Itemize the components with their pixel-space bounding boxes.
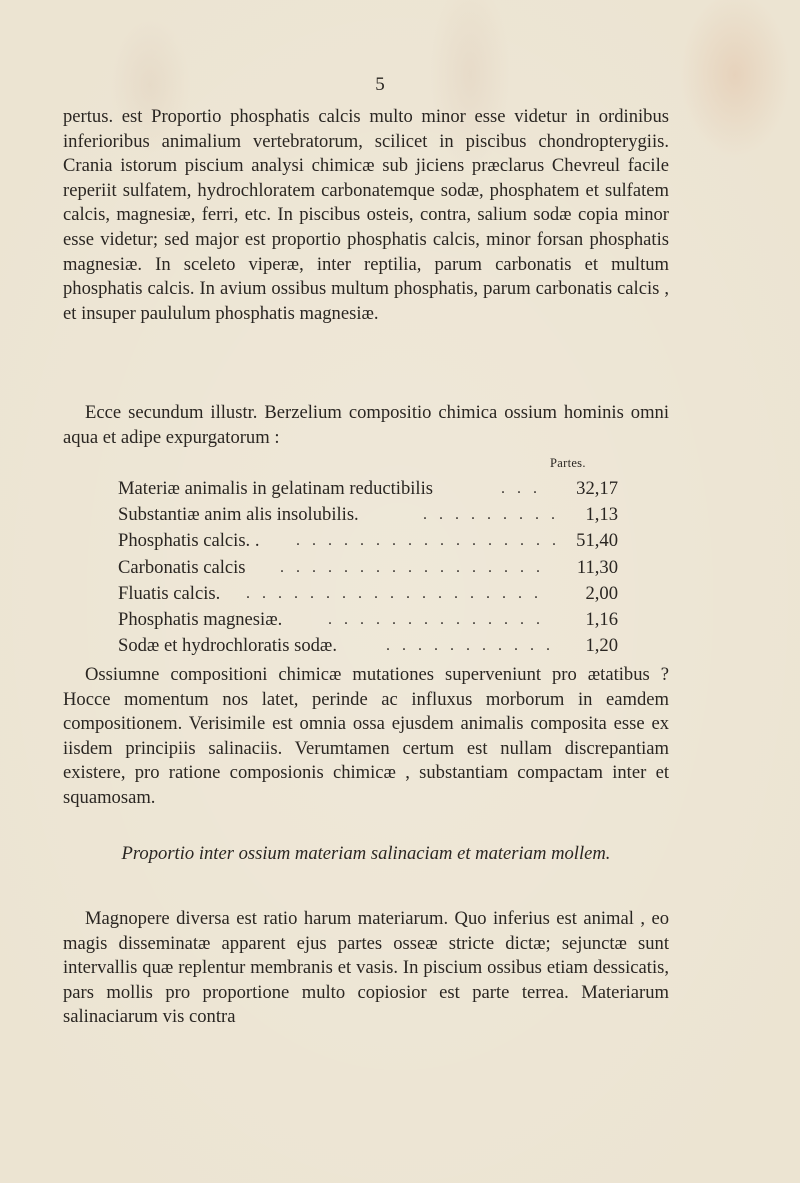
- table-row: [118, 581, 618, 607]
- row-value: 11,30: [576, 556, 618, 578]
- row-value: 1,13: [585, 504, 618, 526]
- row-value: 51,40: [576, 530, 618, 552]
- table-header-partes: Partes.: [550, 456, 586, 470]
- row-label: Fluatis calcis.: [118, 582, 221, 604]
- row-label: Phosphatis calcis. .: [118, 530, 260, 552]
- paragraph-4: Magnopere diversa est ratio harum materiarum. Quo inferius est animal , eo magis disseminatæ apparent ejus partes osseæ stricte dictæ; sejunctæ sunt intervallis quæ replentur membranis et vasis. In piscium ossibus etiam dessicatis, pars mollis pro proportione multo copiosior est parte terrea. Materiarum salinaciarum vis contra: [63, 908, 669, 1028]
- paragraph-3: Ossiumne compositioni chimicæ mutationes superveniunt pro ætatibus ? Hocce momentum nos latet, perinde ac influxus morborum in eamdem compositionem. Verisimile est omnia ossa ejusdem animalis composita esse ex iisdem principiis salinaciis. Verumtamen certum est nullam discrepantiam existere, pro ratione composionis chimicæ , substantiam compactam inter et squamosam.: [63, 664, 669, 808]
- leader-dots: . . . . . . . . . . . . . . . . . . .: [246, 584, 542, 602]
- leader-dots: . . . . . . . . . . . . . . . . .: [280, 558, 544, 576]
- leader-dots: . . .: [501, 480, 541, 497]
- leader-dots: . . . . . . . . .: [423, 506, 559, 524]
- row-value: 32,17: [576, 478, 618, 499]
- row-label: Sodæ et hydrochloratis sodæ.: [118, 635, 337, 657]
- paragraph-1: pertus. est Proportio phosphatis calcis multo minor esse videtur in ordinibus inferioribus animalium vertebratorum, scilicet in piscibus chondropterygiis. Crania istorum piscium analysi chimicæ sub jiciens præclarus Chevreul facile reperiit sulfatem, hydrochloratem carbonatemque sodæ, phosphatem et sulfatem calcis, magnesiæ, ferri, etc. In piscibus osteis, contra, salium sodæ copia minor esse videtur; sed major est proportio phosphatis calcis, minor forsan phosphatis magnesiæ. In sceleto viperæ, inter reptilia, parum carbonatis et multum phosphatis calcis. In avium ossibus multum phosphatis, parum carbonatis calcis , et insuper paululum phosphatis magnesiæ.: [63, 106, 669, 324]
- table-row: [118, 476, 618, 502]
- table-row: [118, 633, 618, 659]
- table-row: [118, 607, 618, 633]
- section-heading: Proportio inter ossium materiam salinaciam et materiam mollem.: [121, 843, 611, 864]
- leader-dots: . . . . . . . . . . . . . .: [328, 610, 544, 628]
- row-label: Substantiæ anim alis insolubilis.: [118, 504, 359, 526]
- row-label: Phosphatis magnesiæ.: [118, 608, 283, 630]
- row-value: 2,00: [585, 582, 618, 604]
- leader-dots: . . . . . . . . . . .: [386, 637, 554, 655]
- leader-dots: . . . . . . . . . . . . . . . . .: [296, 532, 560, 550]
- row-value: 1,16: [585, 608, 618, 630]
- row-value: 1,20: [585, 635, 618, 657]
- table-row: [118, 528, 618, 554]
- row-label: Carbonatis calcis: [118, 556, 246, 578]
- row-label: Materiæ animalis in gelatinam reductibilis: [118, 478, 433, 499]
- table-row: [118, 502, 618, 528]
- composition-table: [118, 476, 618, 659]
- table-row: [118, 555, 618, 581]
- page-number: 5: [375, 74, 385, 95]
- paragraph-2: Ecce secundum illustr. Berzelium compositio chimica ossium hominis omni aqua et adipe expurgatorum :: [63, 402, 669, 448]
